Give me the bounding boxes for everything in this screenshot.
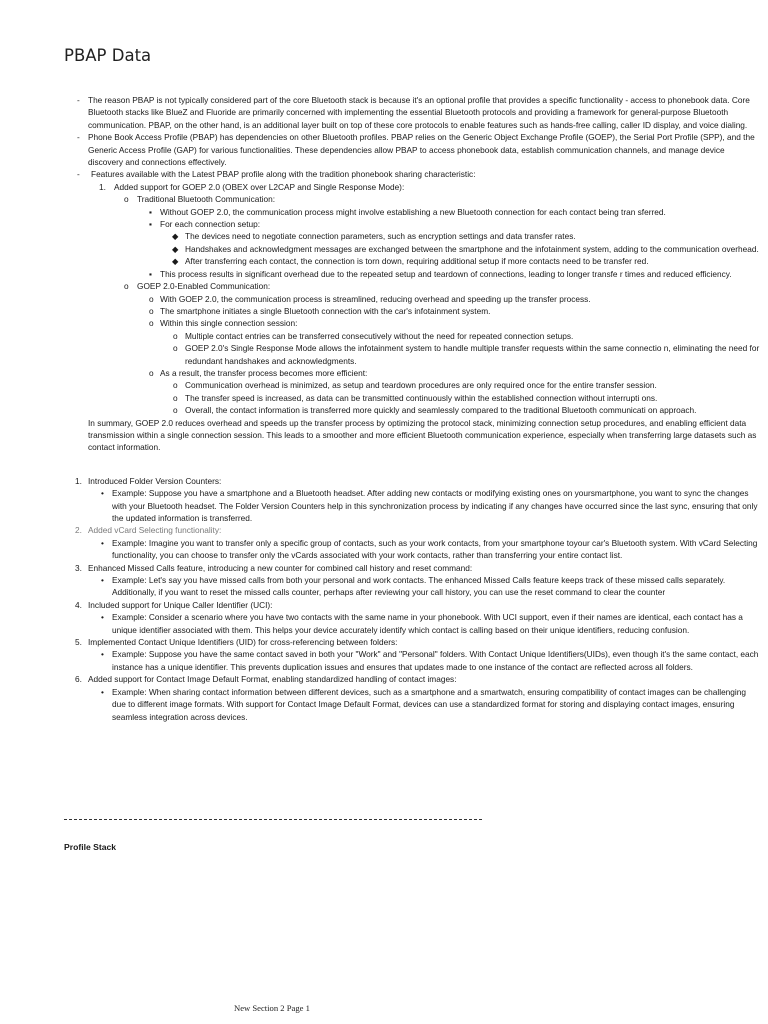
- page-title: PBAP Data: [64, 46, 152, 65]
- diamond-bullet-icon: ◆: [172, 256, 179, 267]
- number-marker: 4.: [75, 599, 82, 610]
- bullet-icon: •: [101, 488, 104, 499]
- feature-item: [64, 673, 760, 685]
- summary-paragraph: In summary, GOEP 2.0 reduces overhead and speeds up the transfer process by optimizing the protocol stack, minimizing connection setup procedures, and enabling efficient data transmission within a single connection session. This leads to a smoother and more efficient Bluetooth communication experience, especially when transferring large datasets such as contact information.: [88, 417, 757, 453]
- feature-example: • Example: When sharing contact information between different devices, such as a smartphone and a smartwatch, ensuring compatibility of contact images can be challenging due to different image formats. With support for Contact Image Default Format, devices can use a standardized format for storing and displaying contact images, ensuring seamless integration across devices.: [101, 686, 746, 722]
- number-marker: 5.: [75, 637, 82, 648]
- enabled-heading: o GOEP 2.0-Enabled Communication:: [124, 281, 271, 292]
- feature-example: • Example: Suppose you have a smartphone and a Bluetooth headset. After adding new contacts or modifying existing ones on yoursmartphone, you want to sync the changes with your Bluetooth headset. The Folder Version Counters help in this synchronization process by indicating if any changes have occurred since the last sync, ensuring that only the updated information is transferred.: [101, 488, 758, 523]
- number-marker: 3.: [75, 562, 82, 573]
- circle-bullet-icon: o: [173, 392, 178, 403]
- intro-item: [64, 168, 760, 180]
- feature-example: • Example: Consider a scenario where you have two contacts with the same name in your phonebook. With UCI support, even if their names are identical, each contact has a unique identifier associated with them. This helps your device accurately identify which contact is calling based on their unique identifiers, reducing confusion.: [101, 612, 743, 635]
- circle-bullet-icon: o: [173, 330, 178, 341]
- square-bullet-icon: ▪: [149, 219, 152, 230]
- dash-marker: -: [77, 95, 80, 105]
- list-item: o Within this single connection session:: [149, 318, 298, 329]
- bullet-icon: •: [101, 686, 104, 697]
- feature-title: Implemented Contact Unique Identifiers (UID) for cross-referencing between folders:: [88, 637, 398, 648]
- list-item: o As a result, the transfer process becomes more efficient:: [149, 367, 368, 378]
- feature-example: • Example: Suppose you have the same contact saved in both your "Work" and "Personal" folders. With Contact Unique Identifiers(UIDs), even though it's the same contact, each instance has a unique identifier. This prevents duplication issues and ensures that updates made to one instance of the contact are reflected across all folders.: [101, 649, 759, 672]
- circle-bullet-icon: o: [149, 367, 154, 378]
- list-item: ◆ After transferring each contact, the connection is torn down, requiring additional setup if more contacts need to be transfer red.: [172, 256, 649, 267]
- list-item: o Overall, the contact information is transferred more quickly and seamlessly compared to the traditional Bluetooth communicati on approach.: [173, 405, 697, 416]
- diamond-bullet-icon: ◆: [172, 231, 179, 242]
- list-item: o Multiple contact entries can be transferred consecutively without the need for repeated connection setups.: [173, 330, 574, 341]
- dash-marker: -: [77, 169, 80, 180]
- diamond-bullet-icon: ◆: [172, 243, 179, 254]
- dash-marker: -: [77, 132, 80, 143]
- feature-item: [64, 636, 760, 648]
- square-bullet-icon: ▪: [149, 268, 152, 279]
- circle-bullet-icon: o: [149, 318, 154, 329]
- feature-item: [64, 475, 760, 487]
- intro-text: The reason PBAP is not typically considered part of the core Bluetooth stack is because it's an optional profile that provides a specific functionality - access to phonebook data. Core Bluetooth stacks like BlueZ and Fluoride are primarily concerned with implementing the essential Bluetooth protocols and providing a framework for general-purpose Bluetooth communication. PBAP, on the other hand, is an additional layer built on top of these core protocols to enable features such as hands-free calling, caller ID display, and voice dialing.: [88, 95, 750, 130]
- intro-text: Phone Book Access Profile (PBAP) has dependencies on other Bluetooth profiles. PBAP relies on the Generic Object Exchange Profile (GOEP), the Serial Port Profile (SPP), and the Generic Access Profile (GAP) for various functionalities. These dependencies allow PBAP to access phonebook data, establish communication channels, and manage device discovery and connections effectively.: [88, 132, 755, 168]
- intro-text: Features available with the Latest PBAP profile along with the tradition phonebook sharing characteristic:: [91, 169, 476, 180]
- page-footer: New Section 2 Page 1: [234, 1003, 310, 1013]
- list-item: o The transfer speed is increased, as data can be transmitted continuously within the established connection without interrupti ons.: [173, 392, 658, 403]
- feature-title: Added vCard Selecting functionality:: [88, 525, 222, 536]
- feature-example: • Example: Let's say you have missed calls from both your personal and work contacts. The enhanced Missed Calls feature keeps track of these missed calls separately. Additionally, if you want to reset the missed calls counter, perhaps after reviewing your call history, you can use the reset command to clear the counter: [101, 575, 726, 598]
- feature-item: [64, 599, 760, 611]
- number-marker: 6.: [75, 674, 82, 685]
- bullet-icon: •: [101, 575, 104, 586]
- feature-title: Introduced Folder Version Counters:: [88, 475, 222, 486]
- profile-stack-heading: Profile Stack: [64, 842, 117, 852]
- bullet-icon: •: [101, 612, 104, 623]
- feature-item: [64, 562, 760, 574]
- square-bullet-icon: ▪: [149, 206, 152, 217]
- feature-title: Added support for Contact Image Default Format, enabling standardized handling of contact images:: [88, 674, 457, 685]
- circle-bullet-icon: o: [173, 405, 178, 416]
- list-item: o With GOEP 2.0, the communication process is streamlined, reducing overhead and speeding up the transfer process.: [149, 293, 591, 304]
- number-marker: 1.: [75, 475, 82, 486]
- circle-bullet-icon: o: [124, 194, 129, 205]
- list-item: o GOEP 2.0's Single Response Mode allows the infotainment system to handle multiple transfer requests within the same connectio n, eliminating the need for redundant handshakes and acknowledgments.: [173, 343, 760, 366]
- goep-heading: 1. Added support for GOEP 2.0 (OBEX over L2CAP and Single Response Mode):: [99, 181, 405, 192]
- number-marker: 2.: [75, 525, 82, 536]
- list-item: ◆ Handshakes and acknowledgment messages are exchanged between the smartphone and the infotainment system, adding to the communication overhead.: [172, 243, 759, 254]
- list-item: ▪ Without GOEP 2.0, the communication process might involve establishing a new Bluetooth connection for each contact being tran sferred.: [149, 206, 666, 217]
- feature-title: Enhanced Missed Calls feature, introducing a new counter for combined call history and reset command:: [88, 562, 473, 573]
- feature-example: • Example: Imagine you want to transfer only a specific group of contacts, such as your work contacts, from your smartphone toyour car's Bluetooth system. With vCard Selecting functionality, you can choose to transfer only the vCards associated with your work contacts, rather than transferring your entire contact list.: [101, 537, 758, 561]
- circle-bullet-icon: o: [173, 380, 178, 391]
- feature-title: Included support for Unique Caller Identifier (UCI):: [88, 599, 273, 610]
- number-marker: 1.: [99, 181, 106, 192]
- circle-bullet-icon: o: [149, 305, 154, 316]
- list-item: ◆ The devices need to negotiate connection parameters, such as encryption settings and data transfer rates.: [172, 231, 576, 242]
- intro-item: [64, 131, 760, 168]
- list-item: o Communication overhead is minimized, as setup and teardown procedures are only required once for the entire transfer session.: [173, 380, 657, 391]
- circle-bullet-icon: o: [173, 343, 178, 354]
- bullet-icon: •: [101, 649, 104, 660]
- feature-item: [64, 524, 760, 536]
- intro-item: [64, 94, 760, 131]
- circle-bullet-icon: o: [149, 293, 154, 304]
- list-item: ▪ This process results in significant overhead due to the repeated setup and teardown of connections, leading to longer transfe r times and reduced efficiency.: [149, 268, 732, 279]
- list-item: ▪ For each connection setup:: [149, 219, 261, 230]
- bullet-icon: •: [101, 537, 104, 548]
- traditional-heading: o Traditional Bluetooth Communication:: [124, 194, 276, 205]
- note-body: [64, 94, 760, 723]
- circle-bullet-icon: o: [124, 281, 129, 292]
- list-item: o The smartphone initiates a single Bluetooth connection with the car's infotainment system.: [149, 305, 491, 316]
- section-divider: [64, 819, 482, 820]
